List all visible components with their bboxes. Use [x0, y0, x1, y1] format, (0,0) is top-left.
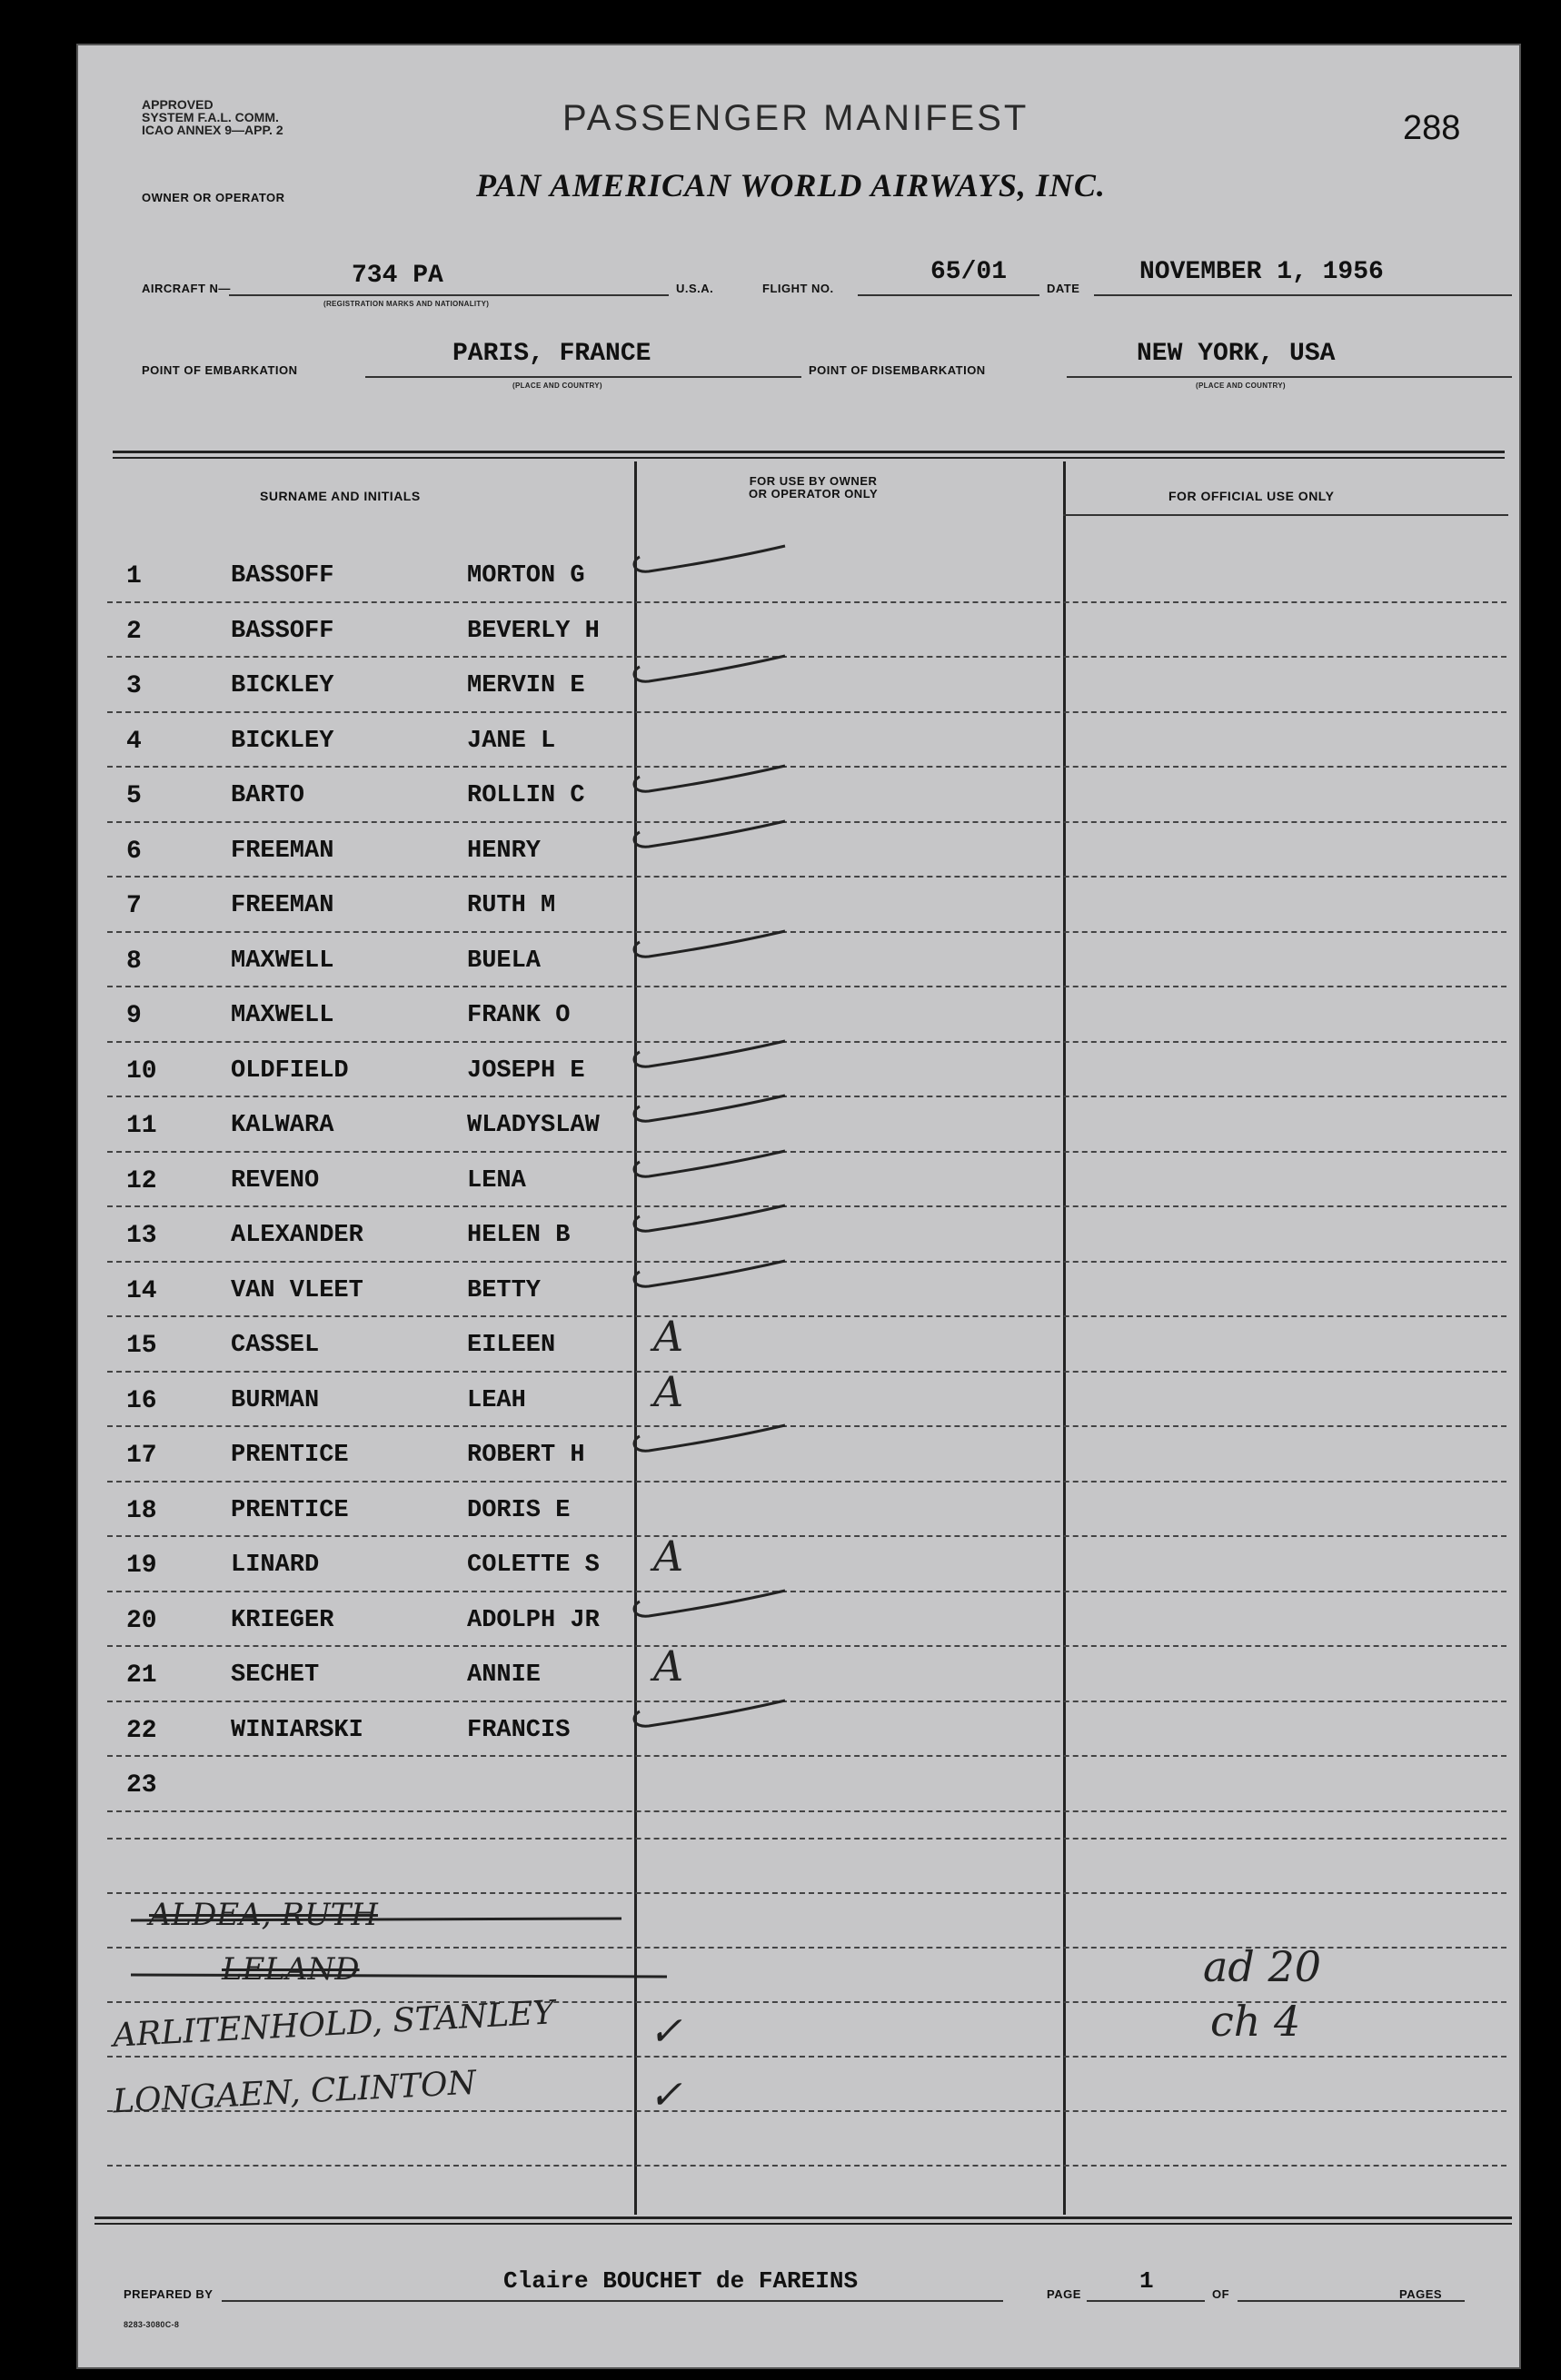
date-value: NOVEMBER 1, 1956	[1139, 258, 1384, 286]
row-number: 11	[126, 1112, 157, 1140]
tally-note: ad 20	[1203, 1942, 1322, 1991]
row-number: 20	[126, 1606, 157, 1635]
passenger-row	[76, 658, 1521, 713]
check-mark: ✓	[649, 2072, 682, 2118]
passenger-surname: LINARD	[231, 1552, 320, 1579]
check-mark	[612, 1198, 794, 1253]
prepared-value: Claire BOUCHET de FAREINS	[503, 2267, 859, 2295]
check-mark	[612, 759, 794, 813]
passenger-given-name: COLETTE S	[467, 1552, 600, 1579]
strike-line	[131, 1966, 676, 1984]
passenger-given-name: FRANCIS	[467, 1716, 571, 1744]
passenger-surname: MAXWELL	[231, 1002, 334, 1029]
date-label: DATE	[1047, 282, 1080, 295]
passenger-given-name: MERVIN E	[467, 672, 585, 699]
owner-use-column-header: FOR USE BY OWNER OR OPERATOR ONLY	[749, 474, 879, 501]
embark-sublabel: (PLACE AND COUNTRY)	[512, 382, 602, 390]
row-number: 14	[126, 1276, 157, 1305]
passenger-given-name: MORTON G	[467, 562, 585, 590]
owner-label: OWNER OR OPERATOR	[142, 191, 285, 204]
form-number: 8283-3080C-8	[124, 2320, 180, 2329]
passenger-surname: PRENTICE	[231, 1496, 349, 1524]
official-use-column-header: FOR OFFICIAL USE ONLY	[1168, 489, 1335, 503]
passenger-given-name: EILEEN	[467, 1332, 556, 1359]
passenger-row	[76, 933, 1521, 988]
passenger-surname: BASSOFF	[231, 562, 334, 590]
aircraft-value: 734 PA	[352, 262, 443, 290]
passenger-row	[76, 1641, 1521, 1702]
row-number: 3	[126, 672, 142, 700]
flight-value: 65/01	[930, 258, 1008, 286]
row-number: 8	[126, 947, 142, 976]
passenger-surname: FREEMAN	[231, 892, 334, 919]
row-number: 2	[126, 617, 142, 646]
row-number: 15	[126, 1332, 157, 1360]
passenger-given-name: JANE L	[467, 727, 556, 755]
passenger-row	[76, 1592, 1521, 1648]
passenger-surname: ALEXANDER	[231, 1222, 363, 1249]
a-mark: A	[653, 1312, 684, 1361]
approval-stamp	[142, 98, 283, 136]
passenger-given-name: ADOLPH JR	[467, 1606, 600, 1634]
strike-line	[131, 1911, 640, 1929]
struck-entry: LELAND	[222, 1951, 360, 1988]
passenger-surname: CASSEL	[231, 1332, 320, 1359]
passenger-surname: BARTO	[231, 782, 305, 809]
passenger-row	[76, 1097, 1521, 1153]
owner-value: PAN AMERICAN WORLD AIRWAYS, INC.	[476, 167, 1106, 203]
passenger-row	[76, 1757, 1521, 1812]
disembark-sublabel: (PLACE AND COUNTRY)	[1196, 382, 1286, 390]
passenger-given-name: BEVERLY H	[467, 617, 600, 645]
passenger-row	[76, 548, 1521, 603]
pages-label: PAGES	[1399, 2287, 1443, 2301]
check-mark	[612, 1034, 794, 1088]
aircraft-sublabel: (REGISTRATION MARKS AND NATIONALITY)	[323, 300, 490, 308]
passenger-row	[76, 603, 1521, 659]
passenger-row	[76, 1702, 1521, 1758]
row-line	[107, 1810, 1506, 1812]
embark-value: PARIS, FRANCE	[452, 340, 651, 368]
passenger-given-name: JOSEPH E	[467, 1056, 585, 1085]
passenger-surname: BASSOFF	[231, 617, 334, 645]
passenger-surname: KALWARA	[231, 1112, 334, 1139]
check-mark: ✓	[649, 2008, 682, 2055]
row-number: 13	[126, 1222, 157, 1250]
check-mark	[612, 1693, 794, 1748]
passenger-surname: KRIEGER	[231, 1606, 334, 1634]
passenger-row	[76, 1153, 1521, 1208]
passenger-surname: MAXWELL	[231, 947, 334, 975]
passenger-given-name: ROLLIN C	[467, 782, 585, 809]
added-passenger: LONGAEN, CLINTON	[112, 2064, 478, 2121]
prepared-label: PREPARED BY	[124, 2287, 214, 2301]
check-mark	[612, 814, 794, 868]
row-number: 23	[126, 1771, 157, 1800]
row-number: 9	[126, 1002, 142, 1030]
passenger-row	[76, 1427, 1521, 1483]
check-mark	[612, 1583, 794, 1638]
passenger-given-name: LENA	[467, 1166, 526, 1195]
page-label: PAGE	[1047, 2287, 1081, 2301]
row-number: 7	[126, 892, 142, 920]
approval-line: SYSTEM F.A.L. COMM.	[142, 110, 279, 124]
passenger-surname: FREEMAN	[231, 837, 334, 865]
manifest-sheet	[76, 44, 1521, 2369]
row-number: 1	[126, 562, 142, 590]
passenger-given-name: WLADYSLAW	[467, 1112, 600, 1139]
passenger-given-name: DORIS E	[467, 1496, 571, 1524]
disembark-value: NEW YORK, USA	[1137, 340, 1336, 368]
check-mark	[612, 539, 794, 593]
passenger-row	[76, 1366, 1521, 1428]
check-mark	[612, 1088, 794, 1143]
passenger-surname: OLDFIELD	[231, 1056, 349, 1085]
check-mark	[612, 1254, 794, 1308]
passenger-given-name: HENRY	[467, 837, 542, 865]
passenger-row	[76, 768, 1521, 823]
row-number: 19	[126, 1552, 157, 1580]
struck-entry: ALDEA, RUTH	[149, 1897, 378, 1933]
passenger-row	[76, 1483, 1521, 1538]
passenger-row	[76, 713, 1521, 769]
page-value: 1	[1139, 2267, 1154, 2295]
row-number: 5	[126, 782, 142, 810]
row-number: 4	[126, 727, 142, 756]
usa-label: U.S.A.	[676, 282, 714, 295]
check-mark	[612, 1144, 794, 1198]
passenger-surname: SECHET	[231, 1661, 320, 1689]
flight-label: FLIGHT NO.	[762, 282, 834, 295]
row-number: 12	[126, 1166, 157, 1195]
passenger-surname: REVENO	[231, 1166, 320, 1195]
check-mark	[612, 924, 794, 978]
approval-line: ICAO ANNEX 9—APP. 2	[142, 123, 283, 137]
embark-label: POINT OF EMBARKATION	[142, 363, 298, 377]
passenger-surname: VAN VLEET	[231, 1276, 363, 1304]
surname-column-header: SURNAME AND INITIALS	[260, 489, 421, 503]
passenger-row	[76, 823, 1521, 878]
passenger-given-name: LEAH	[467, 1386, 526, 1414]
row-number: 22	[126, 1716, 157, 1745]
of-label: OF	[1212, 2287, 1230, 2301]
passenger-given-name: RUTH M	[467, 892, 556, 919]
a-mark: A	[653, 1366, 684, 1416]
passenger-row	[76, 1532, 1521, 1592]
added-passenger: ARLITENHOLD, STANLEY	[112, 1994, 556, 2055]
row-number: 16	[126, 1386, 157, 1415]
passenger-row	[76, 1043, 1521, 1098]
check-mark	[612, 1418, 794, 1473]
row-number: 6	[126, 837, 142, 866]
tally-note: ch 4	[1210, 1997, 1301, 2046]
passenger-row	[76, 1207, 1521, 1263]
a-mark: A	[653, 1532, 684, 1581]
passenger-row	[76, 878, 1521, 933]
passenger-given-name: HELEN B	[467, 1222, 571, 1249]
passenger-given-name: ANNIE	[467, 1661, 542, 1689]
passenger-given-name: FRANK O	[467, 1002, 571, 1029]
passenger-surname: PRENTICE	[231, 1442, 349, 1469]
passenger-surname: BURMAN	[231, 1386, 320, 1414]
passenger-surname: BICKLEY	[231, 727, 334, 755]
passenger-given-name: BUELA	[467, 947, 542, 975]
approval-line: APPROVED	[142, 97, 214, 112]
passenger-given-name: BETTY	[467, 1276, 542, 1304]
passenger-row	[76, 1263, 1521, 1318]
row-number: 10	[126, 1056, 157, 1086]
page-title: PASSENGER MANIFEST	[562, 98, 1029, 138]
passenger-row	[76, 1312, 1521, 1373]
passenger-row	[76, 987, 1521, 1043]
a-mark: A	[653, 1641, 684, 1691]
row-number: 21	[126, 1661, 157, 1690]
page-number: 288	[1403, 109, 1461, 147]
passenger-surname: WINIARSKI	[231, 1716, 363, 1744]
check-mark	[612, 649, 794, 703]
row-number: 17	[126, 1442, 157, 1470]
row-number: 18	[126, 1496, 157, 1525]
passenger-surname: BICKLEY	[231, 672, 334, 699]
passenger-given-name: ROBERT H	[467, 1442, 585, 1469]
disembark-label: POINT OF DISEMBARKATION	[809, 363, 986, 377]
aircraft-label: AIRCRAFT N—	[142, 282, 231, 295]
